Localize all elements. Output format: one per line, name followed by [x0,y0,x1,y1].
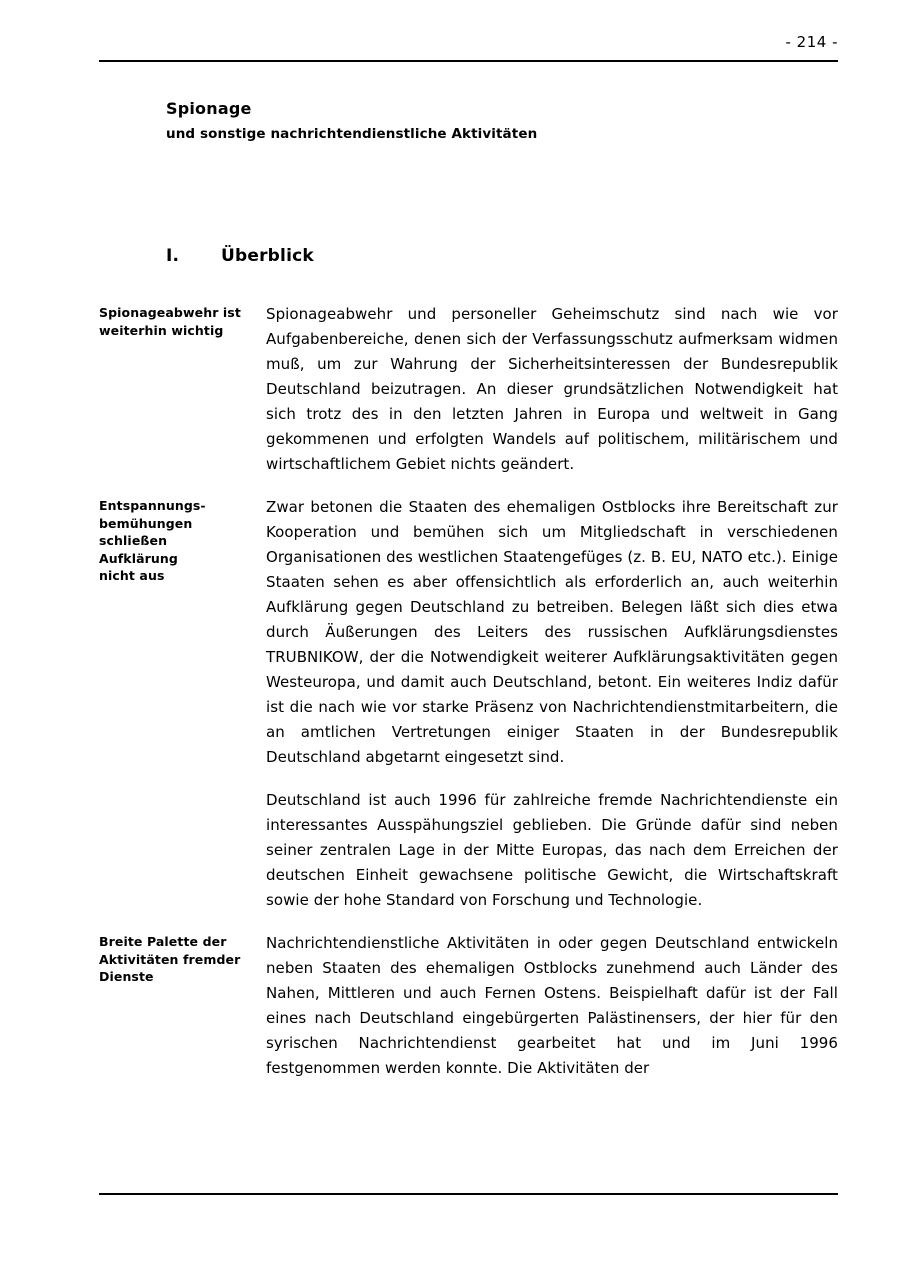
body-text [266,495,838,913]
body-text [266,931,838,1081]
paragraph: Deutschland ist auch 1996 für zahlreiche fremde Nachrichtendienste ein interessantes Ausspähungsziel geblieben. Die Gründe dafür sind neben seiner zentralen Lage in der Mitte Europas, das nach dem Erreichen der deutschen Einheit gewachsene politische Gewicht, die Wirtschaftskraft sowie der hohe Standard von Forschung und Technologie. [266,791,838,909]
body-content [99,302,838,1081]
margin-note-line: nicht aus [99,568,165,583]
content-block [99,931,838,1081]
page-subtitle: und sonstige nachrichtendienstliche Aktivitäten [166,126,538,142]
margin-note [99,495,266,585]
margin-note [99,931,266,986]
paragraph: Zwar betonen die Staaten des ehemaligen Ostblocks ihre Bereitschaft zur Kooperation und bemühen sich um Mitgliedschaft in verschiedenen Organisationen des westlichen Staatengefüges (z. B. EU, NATO etc.). Einige Staaten sehen es aber offensichtlich als erforderlich an, auch weiterhin Aufklärung gegen Deutschland zu betreiben. Belegen läßt sich dies etwa durch Äußerungen des Leiters des russischen Aufklärungsdienstes TRUBNIKOW, der die Notwendigkeit weiterer Aufklärungsaktivitäten gegen Westeuropa, und damit auch Deutschland, betont. Ein weiteres Indiz dafür ist die nach wie vor starke Präsenz von Nachrichtendienstmitarbeitern, die an amtlichen Vertretungen einiger Staaten in der Bundesrepublik Deutschland abgetarnt eingesetzt sind. [266,498,838,766]
margin-note [99,302,266,339]
header-rule [99,60,838,62]
section-heading [166,246,739,266]
margin-note-line: Breite Palette der [99,934,227,949]
section-number: I. [166,246,180,266]
margin-note-line: bemühungen [99,515,193,531]
section-title: Überblick [221,246,314,266]
content-block [99,495,838,913]
footer-rule [99,1193,838,1195]
paragraph: Nachrichtendienstliche Aktivitäten in oder gegen Deutschland entwickeln neben Staaten des ehemaligen Ostblocks zunehmend auch Länder des Nahen, Mittleren und auch Fernen Ostens. Beispielhaft dafür ist der Fall eines nach Deutschland eingebürgerten Palästinensers, der hier für den syrischen Nachrichtendienst gearbeitet hat und im Juni 1996 festgenommen werden konnte. Die Aktivitäten der [266,934,838,1077]
margin-note-line: schließen [99,533,168,548]
margin-note-line: Dienste [99,969,154,984]
margin-note-line: Aktivitäten fremder [99,951,241,967]
margin-note-line: Spionageabwehr ist [99,305,241,320]
paragraph: Spionageabwehr und personeller Geheimschutz sind nach wie vor Aufgabenbereiche, denen sich der Verfassungsschutz aufmerksam widmen muß, um zur Wahrung der Sicherheitsinteressen der Bundesrepublik Deutschland beizutragen. An dieser grundsätzlichen Notwendigkeit hat sich trotz des in den letzten Jahren in Europa und weltweit in Gang gekommenen und erfolgten Wandels auf politischem, militärischem und wirtschaftlichem Gebiet nichts geändert. [266,305,838,473]
page-header [99,32,838,51]
document-title-block [166,98,739,144]
margin-note-line: Aufklärung [99,550,178,566]
content-block [99,302,838,477]
page-number: - 214 - [785,33,838,51]
page-title: Spionage [166,99,252,118]
margin-note-line: Entspannungs- [99,498,206,513]
body-text [266,302,838,477]
margin-note-line: weiterhin wichtig [99,322,224,338]
